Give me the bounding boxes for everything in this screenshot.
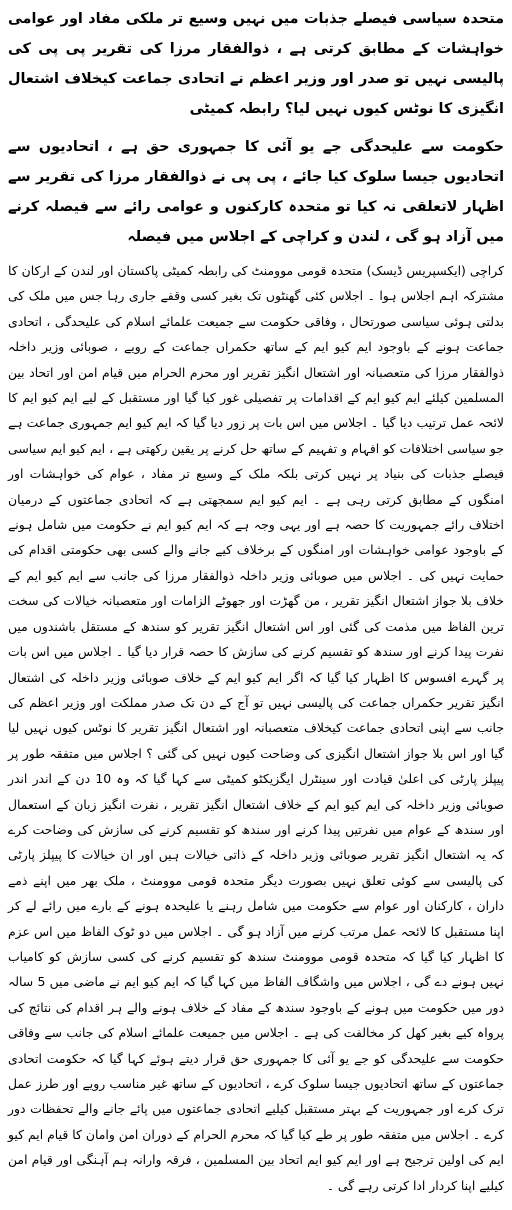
headline: متحدہ سیاسی فیصلے جذبات میں نہیں وسیع تر ملکی مفاد اور عوامی خواہشات کے مطابق کرتی ہے ، ذوالفقار مرزا کی تقریر پی پی کی پالیسی نہیں تو صدر اور وزیر اعظم نے اتحادی جماعت کیخلاف اشتعال انگیزی کا نوٹس کیوں نہیں لیا؟ رابطہ کمیٹی: [8, 11, 504, 117]
article-body: کراچی (ایکسپریس ڈیسک) متحدہ قومی موومنٹ کی رابطہ کمیٹی پاکستان اور لندن کے ارکان کا مشترکہ اہم اجلاس ہوا ۔ اجلاس کئی گھنٹوں تک بغیر کسی وقفے جاری رہا جس میں ملک کی بدلتی ہوئی سیاسی صورتحال ، وفاقی حکومت سے جمیعت علمائے اسلام کی علیحدگی ، اتحادی جماعت ہونے کے باوجود ایم کیو ایم کے ساتھ حکمراں جماعت کے رویے ، صوبائی وزیر داخلہ ذوالفقار مرزا کی متعصبانہ اور اشتعال انگیز تقریر اور محرم الحرام میں قیام امن اور اتحاد بین المسلمین کیلئے ایم کیو ایم کے اقدامات پر تفصیلی غور کیا گیا اور مستقبل کے لیے ایم کیو ایم کا لائحہ عمل ترتیب دیا گیا ۔ اجلاس میں اس بات پر زور دیا گیا کہ ایم کیو ایم جمہوری جماعت ہے جو سیاسی اختلافات کو افہام و تفہیم کے ساتھ حل کرنے پر یقین رکھتی ہے ، ایم کیو ایم سیاسی فیصلے جذبات کی بنیاد پر نہیں کرتی بلکہ ملک کے وسیع تر مفاد ، عوام کی خواہشات اور امنگوں کے مطابق کرتی رہی ہے ۔ ایم کیو ایم سمجھتی ہے کہ اتحادی جماعتوں کے درمیان اختلاف رائے جمہوریت کا حصہ ہے اور یہی وجہ ہے کہ ایم کیو ایم نے حکومت میں شامل ہونے کے باوجود عوامی خواہشات اور امنگوں کے برخلاف کیے جانے والے کسی بھی حکومتی اقدام کی حمایت نہیں کی ۔ اجلاس میں صوبائی وزیر داخلہ ذوالفقار مرزا کی جانب سے ایم کیو ایم کے خلاف بلا جواز اشتعال انگیز تقریر ، من گھڑت اور جھوٹے الزامات اور متعصبانہ خیالات کی سخت ترین الفاظ میں مذمت کی گئی اور اس اشتعال انگیز تقریر کو سندھ کے مستقل باشندوں میں نفرت پیدا کرنے اور سندھ کو تقسیم کرنے کی سازش کا حصہ قرار دیا گیا ۔ اجلاس میں اس بات پر گہرے افسوس کا اظہار کیا گیا کہ اگر ایم کیو ایم کے خلاف صوبائی وزیر داخلہ کی اشتعال انگیز تقریر حکمراں جماعت کی پالیسی نہیں تو آج کے دن تک صدر مملکت اور وزیر اعظم کی جانب سے اپنی اتحادی جماعت کیخلاف متعصبانہ اور اشتعال انگیز تقریر کا نوٹس کیوں نہیں لیا گیا اور اس بلا جواز اشتعال انگیزی کی وضاحت کیوں نہیں کی گئی ؟ اجلاس میں متفقہ طور پر پیپلز پارٹی کی اعلیٰ قیادت اور سینٹرل ایگزیکٹو کمیٹی سے کہا گیا کہ وہ 10 دن کے اندر اندر صوبائی وزیر داخلہ کی ایم کیو ایم کے خلاف اشتعال انگیز تقریر ، نفرت انگیز زبان کے استعمال اور سندھ کے عوام میں نفرتیں پیدا کرنے اور سندھ کو تقسیم کرنے کی سازش کی وضاحت کرے کہ یہ اشتعال انگیز تقریر صوبائی وزیر داخلہ کے ذاتی خیالات ہیں اور ان خیالات کا پیپلز پارٹی کی پالیسی سے کوئی تعلق نہیں بصورت دیگر متحدہ قومی موومنٹ ، ملک بھر میں اپنے ذمے داران ، کارکنان اور عوام سے حکومت میں شامل رہنے یا علیحدہ ہونے کے بارے میں رائے لے کر اپنا مستقبل کا لائحہ عمل مرتب کرنے میں آزاد ہو گی ۔ اجلاس میں دو ٹوک الفاظ میں اس عزم کا اظہار کیا گیا کہ متحدہ قومی موومنٹ سندھ کو تقسیم کرنے کی کسی سازش کو کامیاب نہیں ہونے دے گی ، اجلاس میں واشگاف الفاظ میں کہا گیا کہ ایم کیو ایم نے ماضی میں 5 سالہ دور میں حکومت میں ہونے کے باوجود سندھ کے مفاد کے خلاف ہونے والے ہر اقدام کی نتائج کی پرواہ کیے بغیر کھل کر مخالفت کی ہے ۔ اجلاس میں جمیعت علمائے اسلام کی جانب سے وفاقی حکومت سے علیحدگی کو جے یو آئی کا جمہوری حق قرار دیتے ہوئے کہا گیا کہ حکومت اتحادی جماعتوں کے ساتھ اتحادیوں جیسا سلوک کرے ، اتحادیوں کے ساتھ غیر مناسب رویے اور طرز عمل ترک کرے اور جمہوریت کے بہتر مستقبل کیلیے اتحادی جماعتوں میں پائے جانے والے تحفظات دور کرے ۔ اجلاس میں متفقہ طور پر طے کیا گیا کہ محرم الحرام کے دوران امن وامان کا قیام ایم کیو ایم کی اولین ترجیح ہے اور ایم کیو ایم اتحاد بین المسلمین ، فرقہ وارانہ ہم آہنگی اور قیام امن کیلیے اپنا کردار ادا کرتی رہے گی ۔: [8, 263, 504, 1193]
subheadline: حکومت سے علیحدگی جے یو آئی کا جمہوری حق ہے ، اتحادیوں سے اتحادیوں جیسا سلوک کیا جائے ، پی پی نے ذوالفقار مرزا کی تقریر سے اظہار لاتعلقی نہ کیا تو متحدہ کارکنوں و عوامی رائے سے فیصلہ کرنے میں آزاد ہو گی ، لندن و کراچی کے اجلاس میں فیصلہ: [8, 139, 504, 245]
